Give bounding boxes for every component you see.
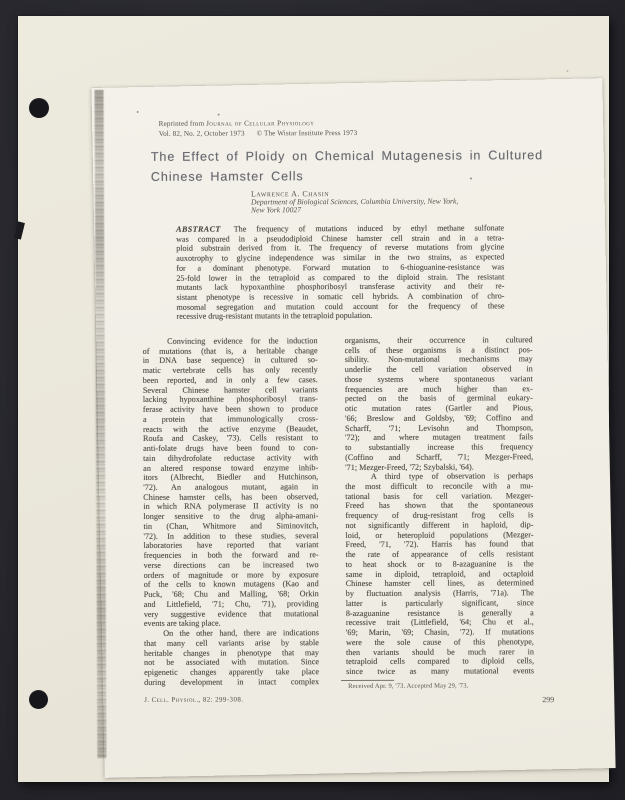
abstract-first-line: ABSTRACT The frequency of mutations induced by ethyl methane sulfonate xyxy=(176,223,505,234)
article-title xyxy=(151,146,543,187)
body-text-line: tain dihydrofolate reductase activity with xyxy=(143,452,319,463)
body-text-line: (Coffino and Scharff, '71; Mezger-Freed, xyxy=(345,452,534,462)
abstract-line: was compared in a pseudodiploid Chinese hamster cell strain and in a tetra- xyxy=(176,233,505,244)
body-text-line: events are taking place. xyxy=(143,618,221,629)
abstract-line: mosomal segregation and mutation could account for the frequency of these xyxy=(176,300,505,312)
body-text-line: Freed, '71, '72). Harris has found that xyxy=(345,539,534,550)
body-text-line: an altered response toward enzyme inhib- xyxy=(143,462,319,473)
body-text-line: Chinese hamster cells, has been observed, xyxy=(143,491,319,502)
received-accepted-note: Received Apr. 9, '73. Accepted May 29, '73. xyxy=(348,682,469,691)
body-text-line: tetraploid cells compared to diploid cells, xyxy=(346,656,535,667)
abstract-label: ABSTRACT xyxy=(176,224,221,234)
body-text-line: verse directions can be increased two xyxy=(143,560,319,570)
abstract-line: recessive drug-resistant mutants in the tetraploid population. xyxy=(176,311,373,322)
scanned-reprint-page xyxy=(91,78,615,778)
body-text-line: the most difficult to reconcile with a mu- xyxy=(345,481,534,492)
footnote-separator-rule xyxy=(341,680,394,681)
body-text-line: tational basis for cell variation. Mezger- xyxy=(345,490,534,501)
body-text-line: latter is particularly significant, since xyxy=(345,598,534,608)
hole-punch-bottom xyxy=(29,690,48,709)
body-text-line: frequencies are much higher than ex- xyxy=(344,383,533,394)
body-text-line: organisms, their occurrence in cultured xyxy=(344,335,533,346)
binding-gutter-smudge xyxy=(95,90,107,758)
body-text-line: since twice as many mutational events xyxy=(346,666,535,677)
body-text-line: otic mutation rates (Gartler and Pious, xyxy=(344,403,533,414)
volume-line: Vol. 82, No. 2, October 1973 © The Wistar Institute Press 1973 xyxy=(158,128,358,138)
reprint-line: Reprinted from Journal of Cellular Physiology xyxy=(158,119,315,128)
journal-name: Journal of Cellular Physiology xyxy=(206,119,315,128)
body-text-line: that many cell variants arise by stable xyxy=(143,637,319,648)
body-text-line: '71; Mezger-Freed, '72; Szybalski, '64). xyxy=(345,462,474,472)
body-text-line: by fluctuation analysis (Harris, '71a). The xyxy=(345,588,534,599)
dust-speck xyxy=(566,70,568,72)
body-text-line: laboratories have reported that variant xyxy=(143,540,319,551)
hole-punch-top xyxy=(29,98,49,118)
body-text-line: of the cells to known mutagens (Kao and xyxy=(143,579,319,590)
body-text-line: Scharff, '71; Levisohn and Thompson, xyxy=(344,422,534,433)
body-text-line: On the other hand, there are indications xyxy=(143,628,319,638)
body-text-line: orders of magnitude or more by exposure xyxy=(143,569,319,580)
body-text-line: sibility. Non-mutational mechanisms may xyxy=(344,354,533,365)
body-text-line: Freed has shown that the spontaneous xyxy=(345,500,534,511)
body-column-right xyxy=(345,335,534,677)
body-column-left xyxy=(143,336,320,687)
author-affiliation-line-1: Department of Biological Sciences, Columbia University, New York, xyxy=(250,196,459,207)
body-text-line: '72); and where mutagen treatment fails xyxy=(345,432,534,443)
body-text-line: anti-folate drugs have been found to con- xyxy=(143,443,319,453)
body-text-line: to heat shock or to 8-azaguanine is the xyxy=(345,559,534,569)
body-text-line: '72). In addition to these studies, several xyxy=(143,530,319,541)
abstract-line: ploid substrain derived from it. The frequency of reverse mutations from glycine xyxy=(176,242,505,254)
body-text-line: Roufa and Caskey, '73). Cells resistant to xyxy=(143,433,319,444)
body-text-line: in which RNA polymerase II activity is no xyxy=(143,501,319,512)
body-text-line: not significantly different in haploid, dip- xyxy=(345,520,534,530)
body-text-line: same in diploid, tetraploid, and octaploid xyxy=(345,568,534,579)
abstract-line: sistant phenotype is recessive in somatic cell hybrids. A combination of chro- xyxy=(176,291,505,302)
copyright-note: © The Wistar Institute Press 1973 xyxy=(256,128,358,138)
body-text-line: ferase activity have been shown to produce xyxy=(142,404,318,415)
footer-journal-citation: J. Cell. Physiol., 82: 299-308. xyxy=(144,695,244,704)
abstract-line: for a dominant phenotype. Forward mutation to 6-thioguanine-resistance was xyxy=(176,262,505,273)
abstract-section xyxy=(176,223,504,321)
body-text-line: Convincing evidence for the induction xyxy=(142,336,318,346)
abstract-line: 25-fold lower in the tetraploid as compared to the diploid strain. The resistant xyxy=(176,271,505,283)
body-text-line: '69; Marin, '69; Chasin, '72). If mutations xyxy=(345,627,534,638)
body-text-line: longer sensitive to the drug alpha-amani- xyxy=(143,511,319,522)
body-text-line: heritable changes in phenotype that may xyxy=(143,647,319,658)
body-text-line: during development in intact complex xyxy=(144,676,320,687)
body-text-line: frequencies in both the forward and re- xyxy=(143,550,319,561)
body-text-line: in DNA base sequence) in cultured so- xyxy=(142,355,318,366)
body-text-line: Chinese hamster cell lines, as determined xyxy=(345,578,534,589)
author-block xyxy=(251,190,458,215)
body-text-line: the rate of appearance of cells resistant xyxy=(345,549,534,560)
body-text-line: tin (Chan, Whitmore and Siminovitch, xyxy=(143,521,319,531)
body-text-line: underlie the cell variation observed in xyxy=(344,364,533,375)
body-text-line: Puck, '68; Chu and Malling, '68; Orkin xyxy=(143,589,319,600)
body-text-line: matic vertebrate cells has only recently xyxy=(142,365,318,376)
body-text-line: to substantially increase this frequency xyxy=(345,442,534,453)
abstract-line: mutants lack hypoxanthine phosphoribosyl transferase activity and their re- xyxy=(176,281,505,292)
body-text-line: then variants should be much rarer in xyxy=(345,646,534,657)
body-text-line: Several Chinese hamster cell variants xyxy=(142,384,318,395)
body-text-line: pected on the basis of germinal eukary- xyxy=(344,393,533,404)
body-text-line: of mutations (that is, a heritable change xyxy=(142,345,318,356)
body-text-line: those systems where spontaneous variant xyxy=(344,374,533,384)
dust-speck xyxy=(137,111,139,113)
author-name: Lawrence A. Chasin xyxy=(250,189,330,199)
body-text-line: lacking hypoxanthine phosphoribosyl trans- xyxy=(142,394,318,405)
title-line-1: The Effect of Ploidy on Chemical Mutagenesis in Cultured xyxy=(150,148,544,164)
body-text-line: itors (Albrecht, Biedler and Hutchinson, xyxy=(143,472,319,483)
abstract-line: auxotrophy to glycine independence was similar in the two strains, as expected xyxy=(176,252,505,263)
page-number: 299 xyxy=(542,695,555,705)
body-text-line: were the sole cause of this phenotype, xyxy=(345,636,534,647)
body-text-line: '66; Breslow and Goldsby, '69; Coffino and xyxy=(344,413,533,423)
body-text-line: loid, or heteroploid populations (Mezger- xyxy=(345,529,534,540)
body-text-line: a protein that immunologically cross- xyxy=(142,414,318,424)
body-text-line: not be associated with mutation. Since xyxy=(144,657,320,668)
body-text-line: been reported, and in only a few cases. xyxy=(142,375,318,385)
journal-header xyxy=(159,119,358,139)
abstract-lines xyxy=(176,233,504,322)
body-text-line: A third type of observation is perhaps xyxy=(345,471,534,482)
body-text-line: reacts with the active enzyme (Beaudet, xyxy=(142,423,319,434)
body-text-line: recessive trait (Littlefield, '64; Chu et al., xyxy=(345,617,534,628)
body-text-line: very suggestive evidence that mutational xyxy=(143,608,319,619)
author-affiliation-line-2: New York 10027 xyxy=(251,205,302,215)
body-text-line: cells of these organisms is a distinct pos- xyxy=(344,344,533,355)
body-text-line: and Littlefield, '71; Chu, '71), providing xyxy=(143,598,319,609)
title-line-2: Chinese Hamster Cells xyxy=(150,168,304,184)
body-text-line: frequency of drug-resistant frog cells is xyxy=(345,510,534,521)
body-text-line: 8-azaguanine resistance is generally a xyxy=(345,607,534,618)
page-content xyxy=(96,82,610,774)
body-text-line: '72). An analogous mutant, again in xyxy=(143,482,319,492)
body-text-line: epigenetic changes apparently take place xyxy=(144,667,320,677)
dust-speck xyxy=(218,114,220,116)
